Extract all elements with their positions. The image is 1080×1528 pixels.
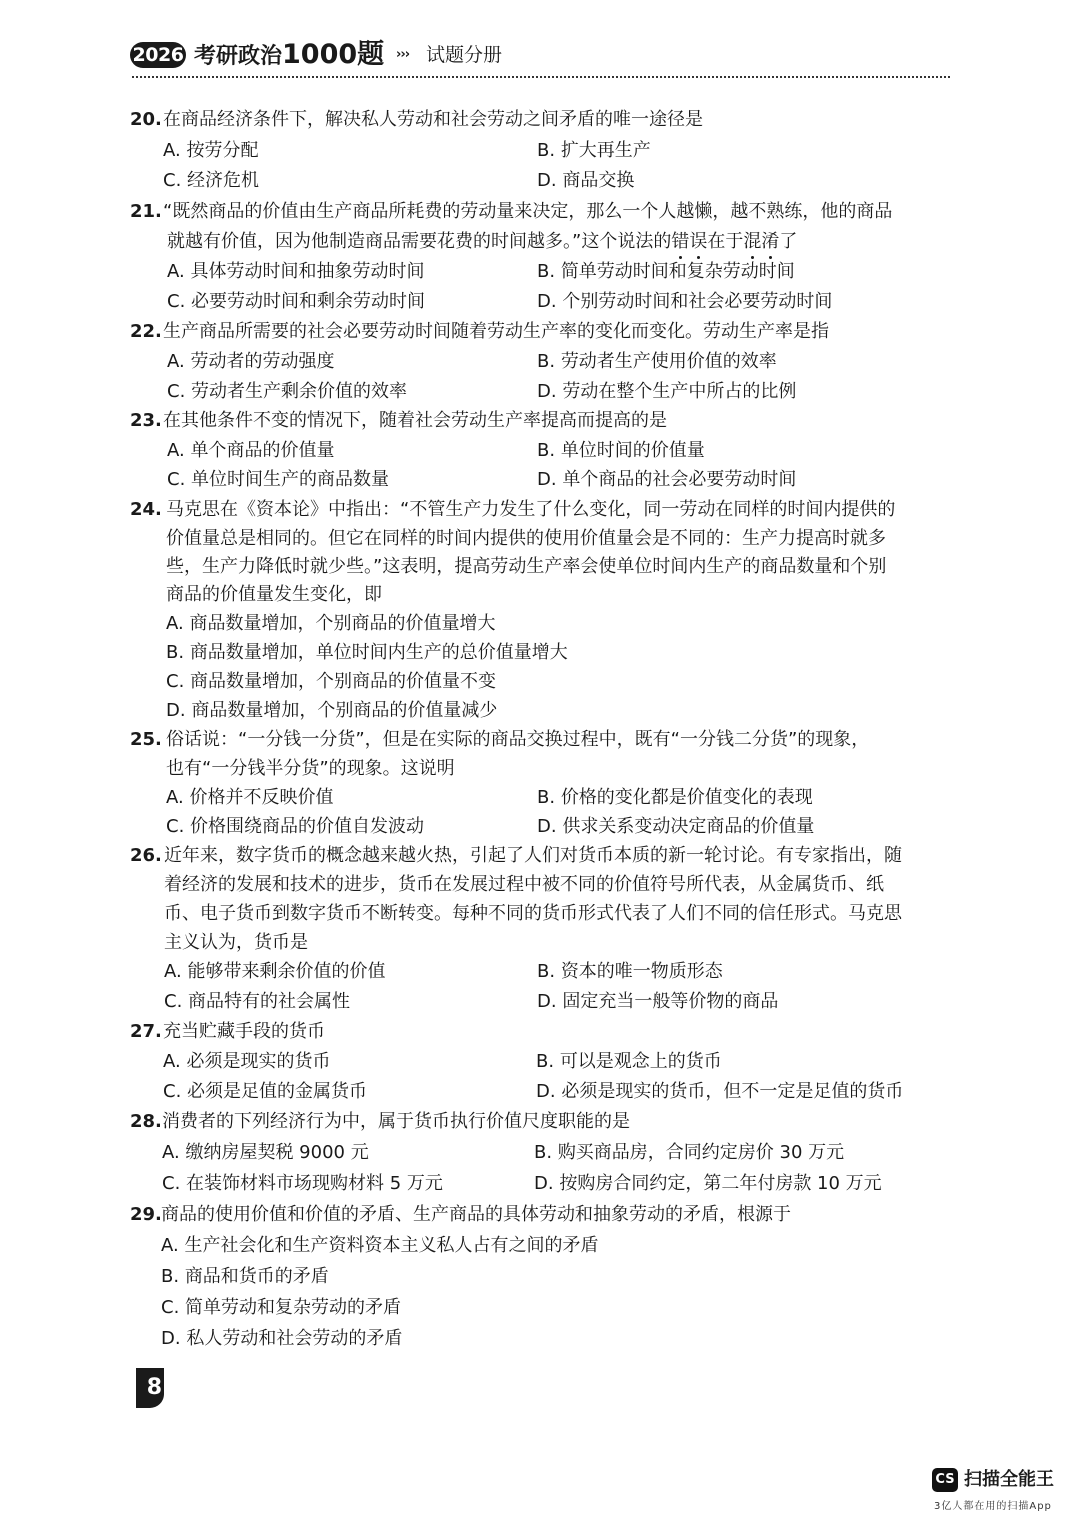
year-badge: 2026	[130, 42, 186, 68]
option-d: D. 劳动在整个生产中所占的比例	[537, 381, 797, 402]
question-stem-line: 币、电子货币到数字货币不断转变。每种不同的货币形式代表了人们不同的信任形式。马克思	[164, 903, 902, 924]
question-number: 20.	[130, 109, 162, 130]
option-b: B. 简单劳动时间和复杂劳动时间	[537, 261, 795, 282]
question-stem-line: 商品的使用价值和价值的矛盾、生产商品的具体劳动和抽象劳动的矛盾，根源于	[161, 1204, 791, 1225]
book-title	[194, 38, 384, 74]
question-number: 27.	[130, 1021, 162, 1042]
option-a: A. 价格并不反映价值	[166, 787, 334, 808]
question-number: 29.	[130, 1204, 162, 1225]
camscanner-logo-icon: CS	[932, 1468, 958, 1492]
option-d: D. 供求关系变动决定商品的价值量	[537, 816, 815, 837]
option-c: C. 单位时间生产的商品数量	[167, 469, 390, 490]
book-title-suffix: 题	[357, 39, 385, 70]
option-c: C. 价格围绕商品的价值自发波动	[166, 816, 425, 837]
question-number: 23.	[130, 410, 162, 431]
option-b: B. 可以是观念上的货币	[536, 1051, 722, 1072]
question-stem-line: 在其他条件不变的情况下，随着社会劳动生产率提高而提高的是	[163, 410, 667, 431]
question-stem-line: 在商品经济条件下，解决私人劳动和社会劳动之间矛盾的唯一途径是	[163, 109, 703, 130]
option-b: B. 扩大再生产	[537, 140, 651, 161]
option-d: D. 按购房合同约定，第二年付房款 10 万元	[534, 1173, 882, 1194]
question-number: 24.	[130, 499, 162, 520]
option-b: B. 劳动者生产使用价值的效率	[537, 351, 777, 372]
question-stem-line: 也有“一分钱半分货”的现象。这说明	[166, 758, 455, 779]
question-stem-line: 生产商品所需要的社会必要劳动时间随着劳动生产率的变化而变化。劳动生产率是指	[163, 321, 829, 342]
option-c: C. 在装饰材料市场现购材料 5 万元	[162, 1173, 443, 1194]
option-a: A. 能够带来剩余价值的价值	[164, 961, 386, 982]
question-stem-line: 些，生产力降低时就少些。”这表明，提高劳动生产率会使单位时间内生产的商品数量和个别	[166, 556, 887, 577]
option-c: C. 必须是足值的金属货币	[163, 1081, 368, 1102]
question-number: 21.	[130, 201, 162, 222]
question-number: 26.	[130, 845, 162, 866]
option-b: B. 单位时间的价值量	[537, 440, 705, 461]
option-d: D. 商品交换	[537, 170, 635, 191]
option-b: B. 购买商品房，合同约定房价 30 万元	[534, 1142, 845, 1163]
option-d: D. 个别劳动时间和社会必要劳动时间	[537, 291, 833, 312]
option-a: A. 单个商品的价值量	[167, 440, 335, 461]
option-a: A. 劳动者的劳动强度	[167, 351, 335, 372]
chevrons-icon: ›››	[396, 47, 410, 62]
option-a: A. 按劳分配	[163, 140, 259, 161]
watermark-slogan: 3亿人都在用的扫描App	[934, 1501, 1052, 1512]
question-stem-line: 俗话说：“一分钱一分货”，但是在实际的商品交换过程中，既有“一分钱二分货”的现象，	[166, 729, 870, 750]
question-stem-line: “既然商品的价值由生产商品所耗费的劳动量来决定，那么一个人越懒，越不熟练，他的商品	[163, 201, 893, 222]
header-divider	[132, 76, 950, 78]
option-a: A. 必须是现实的货币	[163, 1051, 331, 1072]
option-b: B. 商品数量增加，单位时间内生产的总价值量增大	[166, 642, 568, 663]
question-stem-line: 充当贮藏手段的货币	[163, 1021, 325, 1042]
option-c: C. 必要劳动时间和剩余劳动时间	[167, 291, 426, 312]
part-label: 试题分册	[426, 44, 503, 66]
emphasized-text: 错误在于混淆了	[671, 231, 798, 252]
question-number: 25.	[130, 729, 162, 750]
page-number: 8	[136, 1368, 164, 1408]
question-stem-line: 马克思在《资本论》中指出：“不管生产力发生了什么变化，同一劳动在同样的时间内提供的	[166, 499, 896, 520]
option-a: A. 具体劳动时间和抽象劳动时间	[167, 261, 425, 282]
book-title-number: 1000	[282, 39, 358, 70]
option-d: D. 商品数量增加，个别商品的价值量减少	[166, 700, 498, 721]
option-b: B. 资本的唯一物质形态	[537, 961, 723, 982]
option-d: D. 固定充当一般等价物的商品	[537, 991, 779, 1012]
question-stem-line: 主义认为，货币是	[164, 932, 308, 953]
question-stem-line: 价值量总是相同的。但它在同样的时间内提供的使用价值量会是不同的：生产力提高时就多	[166, 528, 886, 549]
option-d: D. 单个商品的社会必要劳动时间	[537, 469, 797, 490]
watermark-app-name: 扫描全能王	[964, 1469, 1054, 1490]
book-title-prefix: 考研政治	[194, 44, 283, 69]
question-stem-line: 近年来，数字货币的概念越来越火热，引起了人们对货币本质的新一轮讨论。有专家指出，随	[164, 845, 902, 866]
option-b: B. 商品和货币的矛盾	[161, 1266, 329, 1287]
option-c: C. 商品数量增加，个别商品的价值量不变	[166, 671, 497, 692]
question-number: 28.	[130, 1111, 162, 1132]
option-c: C. 商品特有的社会属性	[164, 991, 351, 1012]
question-stem-line: 商品的价值量发生变化，即	[166, 584, 382, 605]
option-c: C. 经济危机	[163, 170, 260, 191]
option-c: C. 劳动者生产剩余价值的效率	[167, 381, 408, 402]
question-stem-line: 就越有价值，因为他制造商品需要花费的时间越多。”这个说法的错误在于混淆了	[167, 231, 798, 252]
option-d: D. 私人劳动和社会劳动的矛盾	[161, 1328, 403, 1349]
option-b: B. 价格的变化都是价值变化的表现	[537, 787, 813, 808]
question-number: 22.	[130, 321, 162, 342]
option-a: A. 商品数量增加，个别商品的价值量增大	[166, 613, 496, 634]
option-a: A. 生产社会化和生产资料资本主义私人占有之间的矛盾	[161, 1235, 599, 1256]
option-d: D. 必须是现实的货币，但不一定是足值的货币	[536, 1081, 904, 1102]
question-stem-line: 着经济的发展和技术的进步，货币在发展过程中被不同的价值符号所代表，从金属货币、纸	[164, 874, 884, 895]
option-a: A. 缴纳房屋契税 9000 元	[162, 1142, 369, 1163]
option-c: C. 简单劳动和复杂劳动的矛盾	[161, 1297, 402, 1318]
question-stem-line: 消费者的下列经济行为中，属于货币执行价值尺度职能的是	[162, 1111, 630, 1132]
